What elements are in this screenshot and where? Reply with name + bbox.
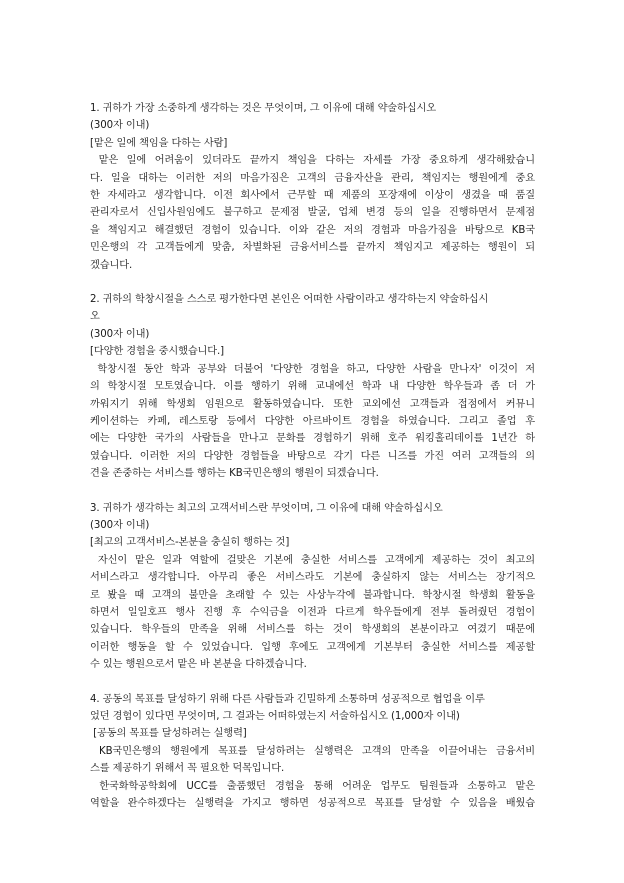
- answer-line: 서비스라고 생각합니다. 아무리 좋은 서비스라도 기본에 충실하지 않는 서비스는 장기적으: [90, 572, 535, 584]
- answer-line: 에는 다양한 국가의 사람들을 만나고 문화를 경험하기 위해 호주 워킹홀리데이를 1년간 하: [90, 433, 535, 445]
- question-title: 4. 공동의 목표를 달성하기 위해 다른 사람들과 긴밀하게 소통하며 성공적으로 협업을 이루 었던 경험이 있다면 무엇이며, 그 결과는 어떠하였는지 서술하십시오 (1,000자 이내): [90, 693, 485, 722]
- answer-line: 의 학창시절 모토였습니다. 이를 행하기 위해 교내에선 학과 내 다양한 학우들과 좀 더 가: [90, 381, 535, 393]
- question-title: 1. 귀하가 가장 소중하게 생각하는 것은 무엇이며, 그 이유에 대해 약술하십시오: [90, 103, 437, 114]
- character-limit: (300자 이내): [90, 328, 150, 340]
- answer-line: 스를 제공하기 위해서 꼭 필요한 덕목입니다.: [90, 763, 285, 775]
- answer-line: 학창시절 동안 학과 공부와 더불어 '다양한 경험을 하고, 다양한 사람을 만나자' 이것이 저: [90, 363, 536, 375]
- answer-line: 하면서 일일호프 행사 진행 후 수익금을 이전과 다르게 학우들에게 전부 돌려줬던 경험이: [90, 606, 535, 618]
- answer-line: 였습니다. 이러한 저의 다양한 경험들을 바탕으로 각기 다른 니즈를 가진 여러 고객들의 의: [90, 450, 535, 462]
- answer-subtitle: [다양한 경험을 중시했습니다.]: [90, 346, 225, 358]
- answer-line: 역할을 완수하겠다는 실행력을 가지고 행하면 성공적으로 목표를 달성할 수 있음을 배웠습: [90, 798, 535, 810]
- question-title: 3. 귀하가 생각하는 최고의 고객서비스란 무엇이며, 그 이유에 대해 약술하십시오: [90, 502, 443, 514]
- character-limit: (300자 이내): [90, 120, 150, 132]
- answer-line: 한국화학공학회에 UCC를 출품했던 경험을 통해 어려운 업무도 팀원들과 소통하고 맡은: [90, 780, 536, 792]
- answer-subtitle: [맡은 일에 책임을 다하는 사람]: [90, 137, 228, 149]
- answer-line: 민은행의 각 고객들에게 맞춤, 차별화된 금융서비스를 끝까지 책임지고 제공하는 행원이 되: [90, 242, 535, 254]
- section-q1: [90, 100, 535, 274]
- answer-subtitle: [최고의 고객서비스-본분을 충실히 행하는 것]: [90, 537, 290, 549]
- answer-line: 자신이 맡은 일과 역할에 걸맞은 기본에 충실한 서비스를 고객에게 제공하는 것이 최고의: [90, 554, 536, 566]
- answer-line: 로 봤을 때 고객의 불만을 초래할 수 있는 사상누각에 불과합니다. 학창시절 학생회 활동을: [90, 589, 535, 601]
- document-page: [90, 100, 535, 829]
- section-q3: [90, 500, 535, 674]
- answer-line: 견을 존중하는 서비스를 행하는 KB국민은행의 행원이 되겠습니다.: [90, 468, 379, 480]
- character-limit: (300자 이내): [90, 519, 150, 531]
- section-q2: [90, 291, 535, 482]
- answer-line: 한 자세라고 생각합니다. 이전 회사에서 근무할 때 제품의 포장재에 이상이 생겼을 때 품질: [90, 190, 535, 202]
- answer-line: 있습니다. 학우들의 만족을 위해 서비스를 하는 것이 학생회의 본분이라고 여겼기 때문에: [90, 624, 535, 636]
- question-title: 2. 귀하의 학창시절을 스스로 평가한다면 본인은 어떠한 사람이라고 생각하는지 약술하십시 오: [90, 294, 489, 323]
- answer-line: 수 있는 행원으로서 맡은 바 본분을 다하겠습니다.: [90, 659, 307, 671]
- answer-line: KB국민은행의 행원에게 목표를 달성하려는 실행력은 고객의 만족을 이끌어내는 금융서비: [90, 745, 535, 757]
- section-q4: [90, 691, 535, 813]
- answer-line: 관리자로서 신입사원임에도 불구하고 문제점 발굴, 업체 변경 등의 일을 진행하면서 문제점: [90, 207, 535, 219]
- answer-line: 이러한 행동을 할 수 있었습니다. 입행 후에도 고객에게 기본부터 충실한 서비스를 제공할: [90, 641, 535, 653]
- answer-line: 겠습니다.: [90, 259, 133, 271]
- answer-line: 맡은 일에 어려움이 있더라도 끝까지 책임을 다하는 자세를 가장 중요하게 생각해왔습니: [90, 155, 535, 167]
- answer-line: 까워지기 위해 학생회 임원으로 활동하였습니다. 또한 교외에선 고객들과 접점에서 커뮤니: [90, 398, 535, 410]
- answer-subtitle: [공동의 목표를 달성하려는 실행력]: [90, 728, 247, 740]
- answer-line: 다. 일을 대하는 이러한 저의 마음가짐은 고객의 금융자산을 관리, 책임지는 행원에게 중요: [90, 172, 535, 184]
- answer-line: 케이션하는 카페, 레스토랑 등에서 다양한 아르바이트 경험을 하였습니다. 그리고 졸업 후: [90, 415, 535, 427]
- answer-line: 을 책임지고 해결했던 경험이 있습니다. 이와 같은 저의 경험과 마음가짐을 바탕으로 KB국: [90, 224, 535, 236]
